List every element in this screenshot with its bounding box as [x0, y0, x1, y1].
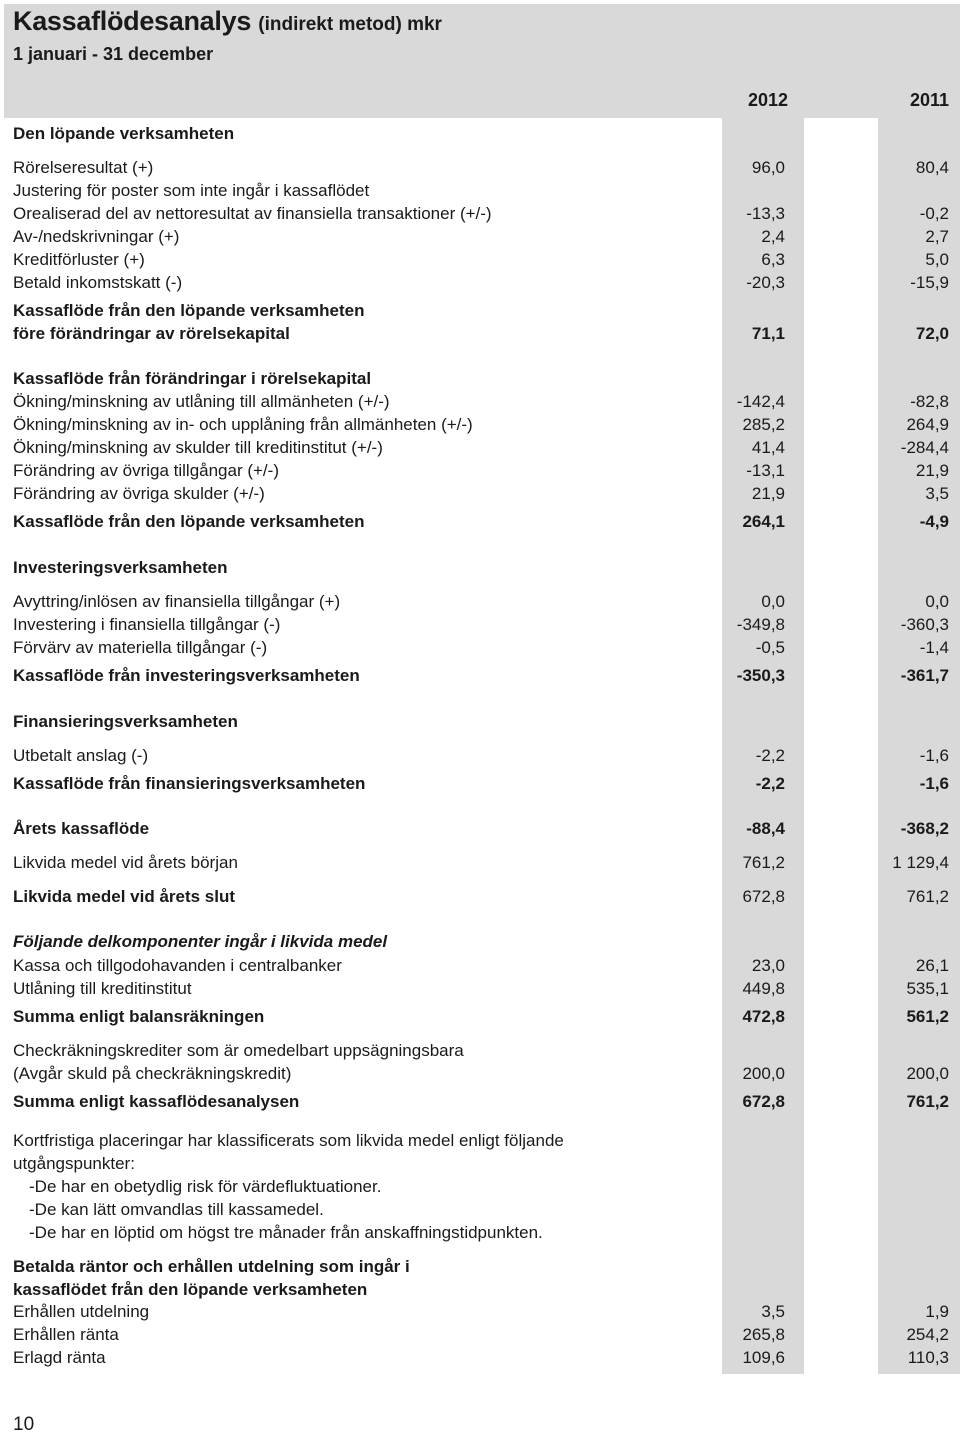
- value-2011: -15,9: [910, 273, 949, 292]
- value-2011: 254,2: [906, 1325, 949, 1344]
- table-row: [13, 272, 953, 294]
- value-2012: 109,6: [742, 1348, 785, 1367]
- table-row: [13, 391, 953, 413]
- table-row: [13, 1301, 953, 1323]
- value-2011: -368,2: [900, 819, 949, 838]
- value-2012: 23,0: [751, 956, 785, 975]
- row-label: Orealiserad del av nettoresultat av finansiella transaktioner (+/-): [13, 204, 492, 223]
- row-label: Förändring av övriga skulder (+/-): [13, 484, 265, 503]
- value-2011: 200,0: [906, 1064, 949, 1083]
- row-label: Summa enligt balansräkningen: [13, 1007, 265, 1026]
- row-label: Kreditförluster (+): [13, 250, 145, 269]
- value-2011: 21,9: [915, 461, 949, 480]
- value-2012: 96,0: [751, 158, 785, 177]
- value-2011: 264,9: [906, 415, 949, 434]
- row-label: Kassa och tillgodohavanden i centralbanker: [13, 956, 342, 975]
- value-2011: 3,5: [925, 484, 949, 503]
- row-label: Kassaflöde från den löpande verksamheten: [13, 301, 365, 320]
- table-row: [13, 1279, 953, 1301]
- row-label: utgångspunkter:: [13, 1154, 135, 1173]
- value-2012: -350,3: [736, 666, 785, 685]
- table-row: [13, 249, 953, 271]
- value-2011: 561,2: [906, 1007, 949, 1026]
- row-label: Den löpande verksamheten: [13, 124, 235, 143]
- row-label: -De har en obetydlig risk för värdefluktuationer.: [29, 1177, 382, 1196]
- table-row: [13, 460, 953, 482]
- value-2011: 1,9: [925, 1302, 949, 1321]
- value-2012: 265,8: [742, 1325, 785, 1344]
- table-row: [13, 1153, 953, 1175]
- table-row: [13, 1040, 953, 1062]
- value-2011: -1,4: [919, 638, 949, 657]
- row-label: före förändringar av rörelsekapital: [13, 324, 290, 343]
- value-2012: 285,2: [742, 415, 785, 434]
- column-header-2012: 2012: [747, 90, 788, 110]
- value-2011: 72,0: [915, 324, 949, 343]
- table-row: [13, 323, 953, 345]
- row-label: Ökning/minskning av in- och upplåning från allmänheten (+/-): [13, 415, 473, 434]
- value-2011: 761,2: [906, 887, 949, 906]
- value-2012: 449,8: [742, 979, 785, 998]
- table-row: [13, 368, 953, 390]
- row-label: Justering för poster som inte ingår i kassaflödet: [13, 181, 370, 200]
- row-label: Kortfristiga placeringar har klassificerats som likvida medel enligt följande: [13, 1131, 564, 1150]
- page-number: 10: [13, 1414, 35, 1435]
- row-label: Erhållen ränta: [13, 1325, 119, 1344]
- row-label: Investering i finansiella tillgångar (-): [13, 615, 281, 634]
- value-2012: 0,0: [761, 592, 785, 611]
- value-2012: -13,3: [746, 204, 785, 223]
- value-2012: -349,8: [736, 615, 785, 634]
- row-label: Kassaflöde från den löpande verksamheten: [13, 512, 365, 531]
- value-2012: 71,1: [751, 324, 785, 343]
- table-row: [13, 1199, 953, 1221]
- table-row: [13, 1006, 953, 1028]
- row-label: Avyttring/inlösen av finansiella tillgångar (+): [13, 592, 341, 611]
- row-label: Av-/nedskrivningar (+): [13, 227, 180, 246]
- row-label: -De har en löptid om högst tre månader från anskaffningstidpunkten.: [29, 1223, 543, 1242]
- table-row: [13, 1176, 953, 1198]
- table-row: [13, 226, 953, 248]
- period-label: 1 januari - 31 december: [13, 44, 214, 64]
- row-label: Följande delkomponenter ingår i likvida medel: [13, 932, 388, 951]
- row-label: Erlagd ränta: [13, 1348, 106, 1367]
- value-2012: 472,8: [742, 1007, 785, 1026]
- table-row: [13, 637, 953, 659]
- value-2012: -2,2: [755, 746, 785, 765]
- value-2011: 535,1: [906, 979, 949, 998]
- table-row: [13, 852, 953, 874]
- table-row: [13, 157, 953, 179]
- value-2012: -20,3: [746, 273, 785, 292]
- row-label: Erhållen utdelning: [13, 1302, 150, 1321]
- value-2011: 110,3: [907, 1348, 949, 1367]
- value-2011: 2,7: [925, 227, 949, 246]
- value-2011: -1,6: [919, 746, 949, 765]
- value-2011: -4,9: [919, 512, 949, 531]
- value-2012: 3,5: [761, 1302, 785, 1321]
- table-row: [13, 818, 953, 840]
- row-label: Förvärv av materiella tillgångar (-): [13, 638, 268, 657]
- table-row: [13, 1324, 953, 1346]
- row-label: Kassaflöde från investeringsverksamheten: [13, 666, 360, 685]
- table-row: [13, 711, 953, 733]
- table-row: [13, 1091, 953, 1113]
- row-label: Kassaflöde från finansieringsverksamheten: [13, 774, 366, 793]
- title-suffix: (indirekt metod) mkr: [258, 14, 442, 35]
- table-row: [13, 511, 953, 533]
- table-row: [13, 955, 953, 977]
- table-row: [13, 123, 953, 145]
- table-row: [13, 1347, 953, 1369]
- row-label: Kassaflöde från förändringar i rörelsekapital: [13, 369, 372, 388]
- table-row: [13, 614, 953, 636]
- value-2012: 6,3: [761, 250, 785, 269]
- value-2012: 264,1: [742, 512, 785, 531]
- row-label: Rörelseresultat (+): [13, 158, 154, 177]
- row-label: Utbetalt anslag (-): [13, 746, 149, 765]
- value-2012: -13,1: [746, 461, 785, 480]
- value-2011: -1,6: [919, 774, 949, 793]
- row-label: Årets kassaflöde: [13, 819, 150, 838]
- table-row: [13, 886, 953, 908]
- row-label: Investeringsverksamheten: [13, 558, 228, 577]
- column-header-2011: 2011: [909, 90, 949, 110]
- value-2012: -88,4: [746, 819, 785, 838]
- table-row: [13, 203, 953, 225]
- table-row: [13, 978, 953, 1000]
- value-2012: 41,4: [751, 438, 785, 457]
- value-2011: -360,3: [900, 615, 949, 634]
- table-row: [13, 437, 953, 459]
- table-row: [13, 773, 953, 795]
- table-row: [13, 483, 953, 505]
- row-label: Förändring av övriga tillgångar (+/-): [13, 461, 279, 480]
- value-2011: -0,2: [919, 204, 949, 223]
- value-2012: 672,8: [742, 1092, 785, 1111]
- row-label: Ökning/minskning av skulder till kreditinstitut (+/-): [13, 438, 383, 457]
- value-2012: 2,4: [761, 227, 785, 246]
- table-row: [13, 745, 953, 767]
- value-2011: 26,1: [915, 956, 949, 975]
- row-label: Likvida medel vid årets början: [13, 853, 238, 872]
- value-2012: -142,4: [736, 392, 785, 411]
- value-2012: -2,2: [755, 774, 785, 793]
- row-label: Betalda räntor och erhållen utdelning som ingår i: [13, 1257, 410, 1276]
- table-row: [13, 931, 953, 953]
- row-label: -De kan lätt omvandlas till kassamedel.: [29, 1200, 324, 1219]
- table-row: [13, 591, 953, 613]
- row-label: Checkräkningskrediter som är omedelbart uppsägningsbara: [13, 1041, 464, 1060]
- value-2012: 21,9: [751, 484, 785, 503]
- table-row: [13, 414, 953, 436]
- value-2011: 80,4: [915, 158, 949, 177]
- table-row: [13, 1063, 953, 1085]
- value-2012: -0,5: [755, 638, 785, 657]
- value-2012: 200,0: [742, 1064, 785, 1083]
- value-2011: -82,8: [910, 392, 949, 411]
- table-row: [13, 1222, 953, 1244]
- value-2011: 1 129,4: [892, 853, 949, 872]
- row-label: (Avgår skuld på checkräkningskredit): [13, 1064, 292, 1083]
- value-2012: 672,8: [742, 887, 785, 906]
- row-label: kassaflödet från den löpande verksamheten: [13, 1280, 368, 1299]
- table-row: [13, 180, 953, 202]
- value-2011: 5,0: [925, 250, 949, 269]
- table-row: [13, 665, 953, 687]
- row-label: Ökning/minskning av utlåning till allmänheten (+/-): [13, 392, 390, 411]
- page-title: [13, 6, 442, 37]
- row-label: Utlåning till kreditinstitut: [13, 979, 192, 998]
- value-2011: 761,2: [906, 1092, 949, 1111]
- value-2011: -361,7: [900, 666, 949, 685]
- row-label: Summa enligt kassaflödesanalysen: [13, 1092, 300, 1111]
- row-label: Finansieringsverksamheten: [13, 712, 238, 731]
- row-label: Likvida medel vid årets slut: [13, 887, 236, 906]
- table-row: [13, 300, 953, 322]
- table-row: [13, 1130, 953, 1152]
- title-main: Kassaflödesanalys: [13, 6, 252, 36]
- value-2011: 0,0: [925, 592, 949, 611]
- row-label: Betald inkomstskatt (-): [13, 273, 183, 292]
- table-row: [13, 1256, 953, 1278]
- value-2011: -284,4: [900, 438, 949, 457]
- value-2012: 761,2: [742, 853, 785, 872]
- table-row: [13, 557, 953, 579]
